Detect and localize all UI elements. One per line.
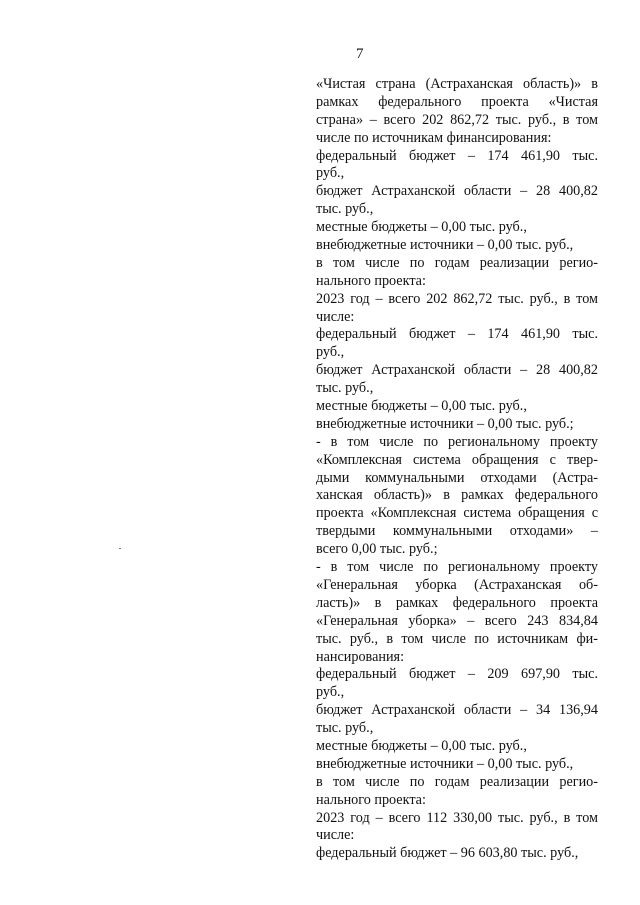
text-line: твердыми коммунальными отходами» – (316, 523, 598, 540)
text-line: внебюджетные источники – 0,00 тыс. руб., (316, 237, 574, 254)
text-line: тыс. руб., в том числе по источникам фи- (316, 630, 598, 647)
text-line: ханская область)» в рамках федерального (316, 487, 598, 504)
text-line: страна» – всего 202 862,72 тыс. руб., в том (316, 111, 598, 128)
text-line: в том числе по годам реализации регио- (316, 254, 598, 271)
text-line: ласть)» в рамках федерального проекта (316, 594, 598, 611)
document-body-text (316, 76, 598, 863)
text-line: тыс. руб., (316, 380, 374, 397)
text-line: внебюджетные источники – 0,00 тыс. руб., (316, 755, 574, 772)
text-line: - в том числе по региональному проекту (316, 559, 598, 576)
text-line: бюджет Астраханской области – 28 400,82 (316, 362, 598, 379)
text-line: «Чистая страна (Астраханская область)» в (316, 76, 598, 92)
text-line: числе: (316, 308, 355, 325)
text-line: тыс. руб., (316, 201, 374, 218)
scan-speck (119, 548, 121, 549)
text-line: федеральный бюджет – 96 603,80 тыс. руб., (316, 845, 579, 862)
text-line: дыми коммунальными отходами (Астра- (316, 469, 598, 486)
text-line: в том числе по годам реализации регио- (316, 773, 598, 790)
text-line: тыс. руб., (316, 720, 374, 737)
text-line: бюджет Астраханской области – 28 400,82 (316, 183, 598, 200)
text-line: нального проекта: (316, 791, 426, 808)
text-line: числе по источникам финансирования: (316, 129, 552, 146)
text-line: 2023 год – всего 202 862,72 тыс. руб., в том (316, 290, 598, 307)
text-line: руб., (316, 684, 345, 701)
text-line: нансирования: (316, 648, 405, 665)
text-line: «Генеральная уборка (Астраханская об- (316, 576, 598, 593)
text-line: местные бюджеты – 0,00 тыс. руб., (316, 219, 527, 236)
text-line: числе: (316, 827, 355, 844)
text-line: федеральный бюджет – 174 461,90 тыс. (316, 147, 598, 164)
text-line: - в том числе по региональному проекту (316, 433, 598, 450)
text-line: всего 0,00 тыс. руб.; (316, 541, 438, 558)
text-line: руб., (316, 165, 345, 182)
text-line: «Комплексная система обращения с твер- (316, 451, 598, 468)
text-line: нального проекта: (316, 272, 426, 289)
page-number: 7 (356, 46, 364, 62)
text-line: рамках федерального проекта «Чистая (316, 93, 598, 110)
text-line: федеральный бюджет – 174 461,90 тыс. (316, 326, 598, 343)
text-line: внебюджетные источники – 0,00 тыс. руб.; (316, 415, 574, 432)
text-line: «Генеральная уборка» – всего 243 834,84 (316, 612, 598, 629)
text-line: местные бюджеты – 0,00 тыс. руб., (316, 737, 527, 754)
text-line: руб., (316, 344, 345, 361)
text-line: бюджет Астраханской области – 34 136,94 (316, 702, 598, 719)
text-line: федеральный бюджет – 209 697,90 тыс. (316, 666, 598, 683)
text-line: местные бюджеты – 0,00 тыс. руб., (316, 398, 527, 415)
text-line: проекта «Комплексная система обращения с (316, 505, 598, 522)
text-line: 2023 год – всего 112 330,00 тыс. руб., в том (316, 809, 598, 826)
